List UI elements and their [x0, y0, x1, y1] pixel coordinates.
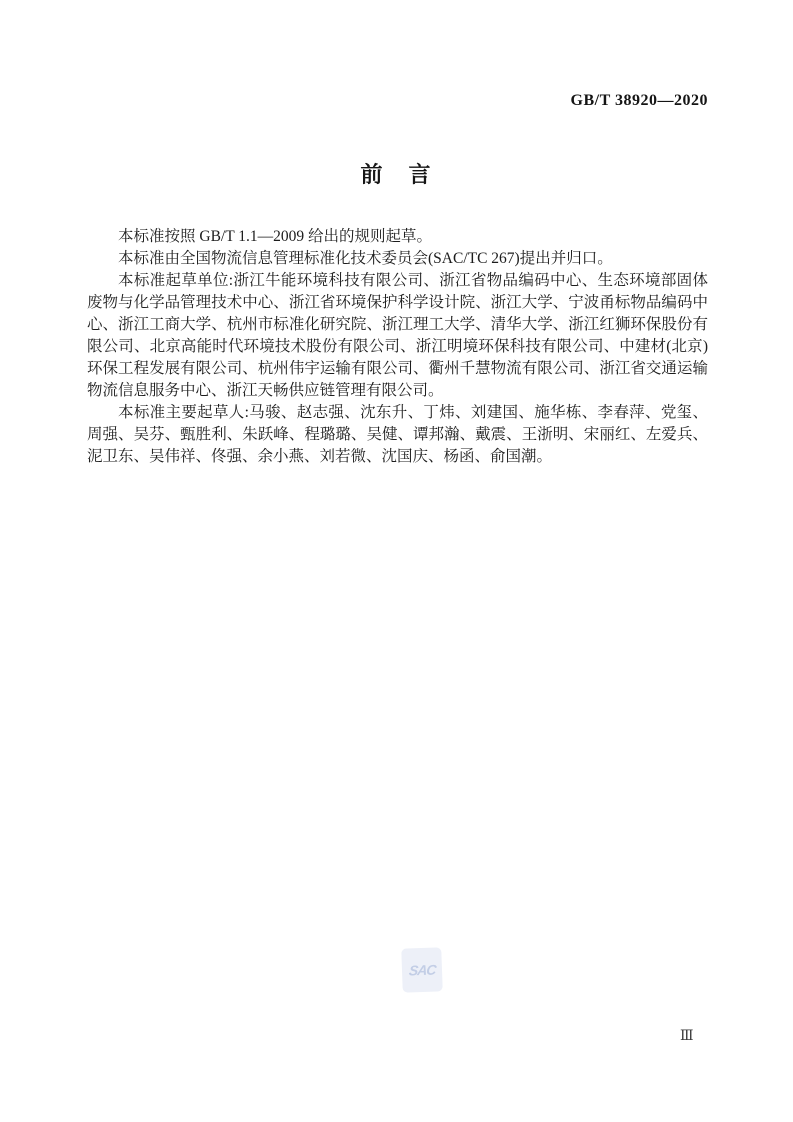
foreword-body	[87, 226, 708, 468]
sac-watermark-text: SAC	[407, 961, 437, 979]
foreword-paragraph-proposing-committee: 本标准由全国物流信息管理标准化技术委员会(SAC/TC 267)提出并归口。	[118, 250, 613, 267]
sac-watermark-logo	[401, 947, 443, 992]
page-number: Ⅲ	[680, 1029, 694, 1044]
foreword-paragraph-drafting-organizations: 本标准起草单位:浙江牛能环境科技有限公司、浙江省物品编码中心、生态环境部固体废物与化学品管理技术中心、浙江省环境保护科学设计院、浙江大学、宁波甬标物品编码中心、浙江工商大学、杭州市标准化研究院、浙江理工大学、清华大学、浙江红狮环保股份有限公司、北京高能时代环境技术股份有限公司、浙江明境环保科技有限公司、中建材(北京)环保工程发展有限公司、杭州伟宇运输有限公司、衢州千慧物流有限公司、浙江省交通运输物流信息服务中心、浙江天畅供应链管理有限公司。	[87, 272, 708, 399]
foreword-paragraph-main-drafters: 本标准主要起草人:马骏、赵志强、沈东升、丁炜、刘建国、施华栋、李春萍、党玺、周强、吴芬、甄胜利、朱跃峰、程璐璐、吴健、谭邦瀚、戴震、王浙明、宋丽红、左爱兵、泥卫东、吴伟祥、佟强、余小燕、刘若微、沈国庆、杨函、俞国潮。	[87, 404, 708, 465]
foreword-paragraph-drafting-rules: 本标准按照 GB/T 1.1—2009 给出的规则起草。	[118, 228, 433, 245]
standard-code: GB/T 38920—2020	[570, 92, 708, 109]
foreword-title: 前 言	[360, 162, 433, 187]
